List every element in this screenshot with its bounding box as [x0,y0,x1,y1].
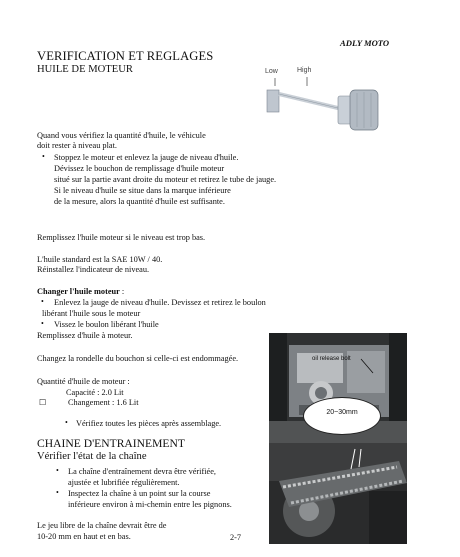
dipstick-illustration [262,64,387,136]
bullet1-line-1: Stoppez le moteur et enlevez la jauge de niveau d'huile. [54,153,239,162]
intro-line-2: doit rester à niveau plat. [37,141,117,150]
bullet1-line-5: de la mesure, alors la quantité d'huile est suffisante. [54,197,225,206]
measurement-callout [303,397,381,435]
reinstall-indicator: Réinstallez l'indicateur de niveau. [37,265,150,274]
change-bullet2: Vissez le boulon libérant l'huile [54,320,159,329]
page-number: 2-7 [230,533,242,542]
standard-oil: L'huile standard est la SAE 10W / 40. [37,255,163,264]
section-subtitle-chain: Vérifier l'état de la chaîne [37,451,147,462]
dipstick-high-label: High [297,67,312,74]
section-title-chain: CHAINE D'ENTRAINEMENT [37,437,185,450]
refill-instruction: Remplissez d'huile à moteur. [37,331,133,340]
washer-instruction: Changez la rondelle du bouchon si celle-ci est endommagée. [37,354,239,363]
chain-photo-graphic [269,421,407,544]
capacity-value: Capacité : 2.0 Lit [66,388,124,397]
chain-bullet2-line-1: Inspectez la chaîne à un point sur la course [68,489,211,498]
quantity-heading: Quantité d'huile de moteur : [37,377,130,386]
change-oil-heading-text: Changer l'huile moteur [37,287,120,296]
bullet1-line-3: situé sur la partie avant droite du moteur et retirez le tube de jauge. [54,175,277,184]
bullet-dot: • [56,488,59,497]
chain-bullet1-line-2: ajustée et lubrifiée régulièrement. [68,478,180,487]
intro-line-1: Quand vous vérifiez la quantité d'huile, le véhicule [37,131,206,140]
dipstick-low-label: Low [265,68,278,75]
section-title-verification: VERIFICATION ET REGLAGES [37,49,214,63]
oil-release-bolt-label: oil release bolt [312,356,351,362]
checkbox-glyph: ☐ [39,398,47,407]
change-bullet1-line-2: libérant l'huile sous le moteur [42,309,141,318]
change-bullet1-line-1: Enlevez la jauge de niveau d'huile. Devissez et retirez le boulon [54,298,266,307]
chain-photo [269,421,407,544]
dipstick-graphic [262,64,387,136]
bullet-dot: • [41,297,44,306]
change-oil-heading [37,287,124,297]
verify-assembly: Vérifiez toutes les pièces après assemblage. [76,419,222,428]
chain-bullet2-line-2: inférieure environ à mi-chemin entre les pignons. [68,500,232,509]
bullet-dot: • [41,319,44,328]
section-subtitle-oil: HUILE DE MOTEUR [37,64,133,75]
brand-header: ADLY MOTO [340,38,390,48]
bullet-dot: • [56,466,59,475]
measurement-callout-text: 20~30mm [326,409,358,416]
chain-bullet1-line-1: La chaîne d'entraînement devra être vérifiée, [68,467,216,476]
fill-instruction: Remplissez l'huile moteur si le niveau est trop bas. [37,233,206,242]
bullet1-line-4: Si le niveau d'huile se situe dans la marque inférieure [54,186,231,195]
bullet-dot: • [42,152,45,161]
bullet-dot: • [65,418,68,427]
change-oil-heading-colon: : [119,287,125,296]
change-quantity-value: Changement : 1.6 Lit [68,398,139,407]
bullet1-line-2: Dévissez le bouchon de remplissage d'huile moteur [54,164,225,173]
free-play-line-1: Le jeu libre de la chaîne devrait être de [37,521,167,530]
free-play-line-2: 10-20 mm en haut et en bas. [37,532,131,541]
